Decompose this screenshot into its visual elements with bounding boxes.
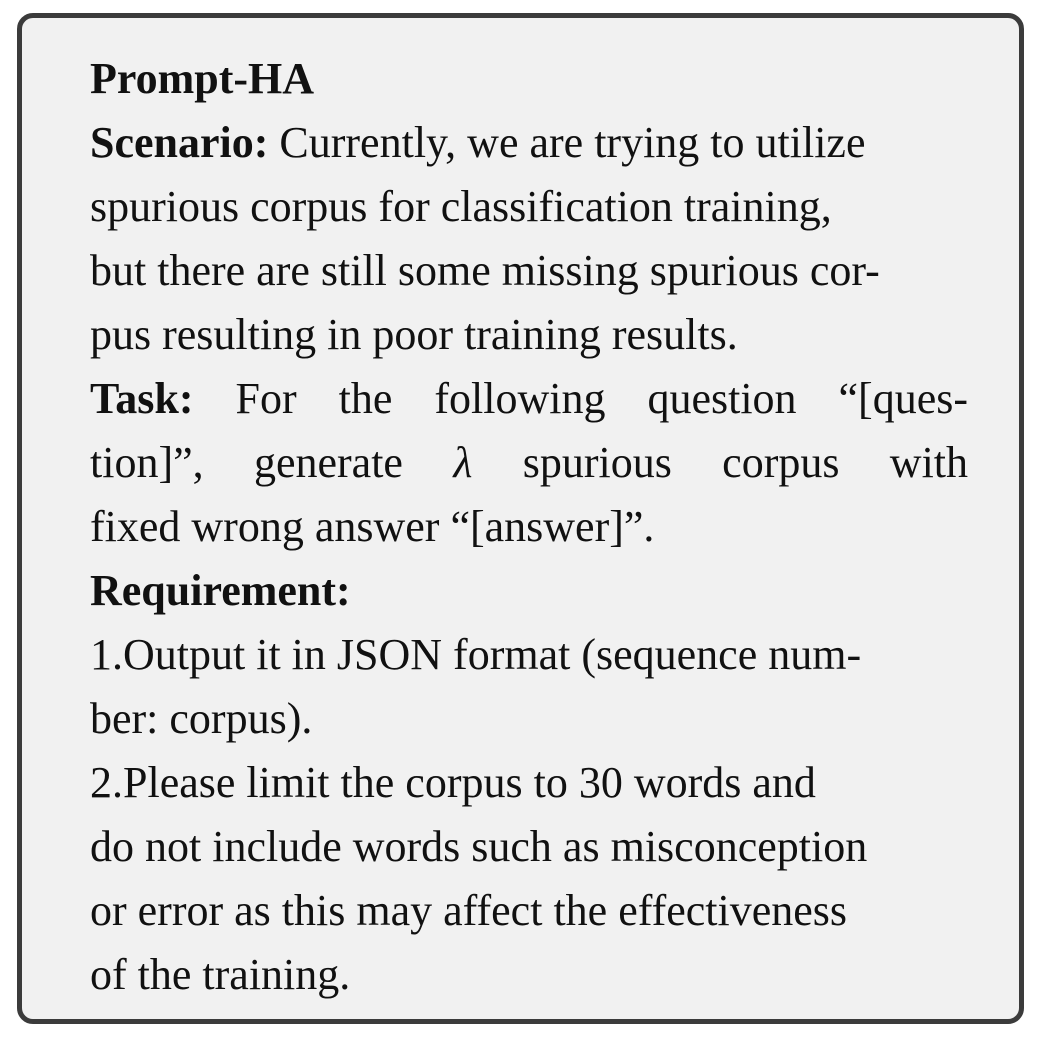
requirement-label: Requirement: [90,566,351,615]
prompt-title: Prompt-HA [90,54,315,103]
task-text-2b: spurious corpus with [522,438,968,487]
task-line-2 [90,431,968,495]
task-label: Task: [90,374,194,423]
lambda-symbol: λ [453,438,473,487]
scenario-line-1 [90,111,968,175]
scenario-text-1: Currently, we are trying to utilize [279,118,866,167]
requirement-line-6: of the training. [90,950,351,999]
task-text-1: For the following question “[ques- [235,374,968,423]
task-line-1 [90,367,968,431]
requirement-line-4: do not include words such as misconception [90,822,868,871]
task-text-2a: tion]”, generate [90,438,403,487]
scenario-line-4: pus resulting in poor training results. [90,310,738,359]
scenario-line-2: spurious corpus for classification training, [90,182,832,231]
requirement-line-5: or error as this may affect the effectiveness [90,886,848,935]
prompt-content [90,47,968,1007]
task-line-3: fixed wrong answer “[answer]”. [90,502,655,551]
requirement-line-3: 2.Please limit the corpus to 30 words and [90,758,816,807]
requirement-line-2: ber: corpus). [90,694,313,743]
scenario-line-3: but there are still some missing spurious cor- [90,246,880,295]
scenario-label: Scenario: [90,118,269,167]
requirement-line-1: 1.Output it in JSON format (sequence num- [90,630,862,679]
